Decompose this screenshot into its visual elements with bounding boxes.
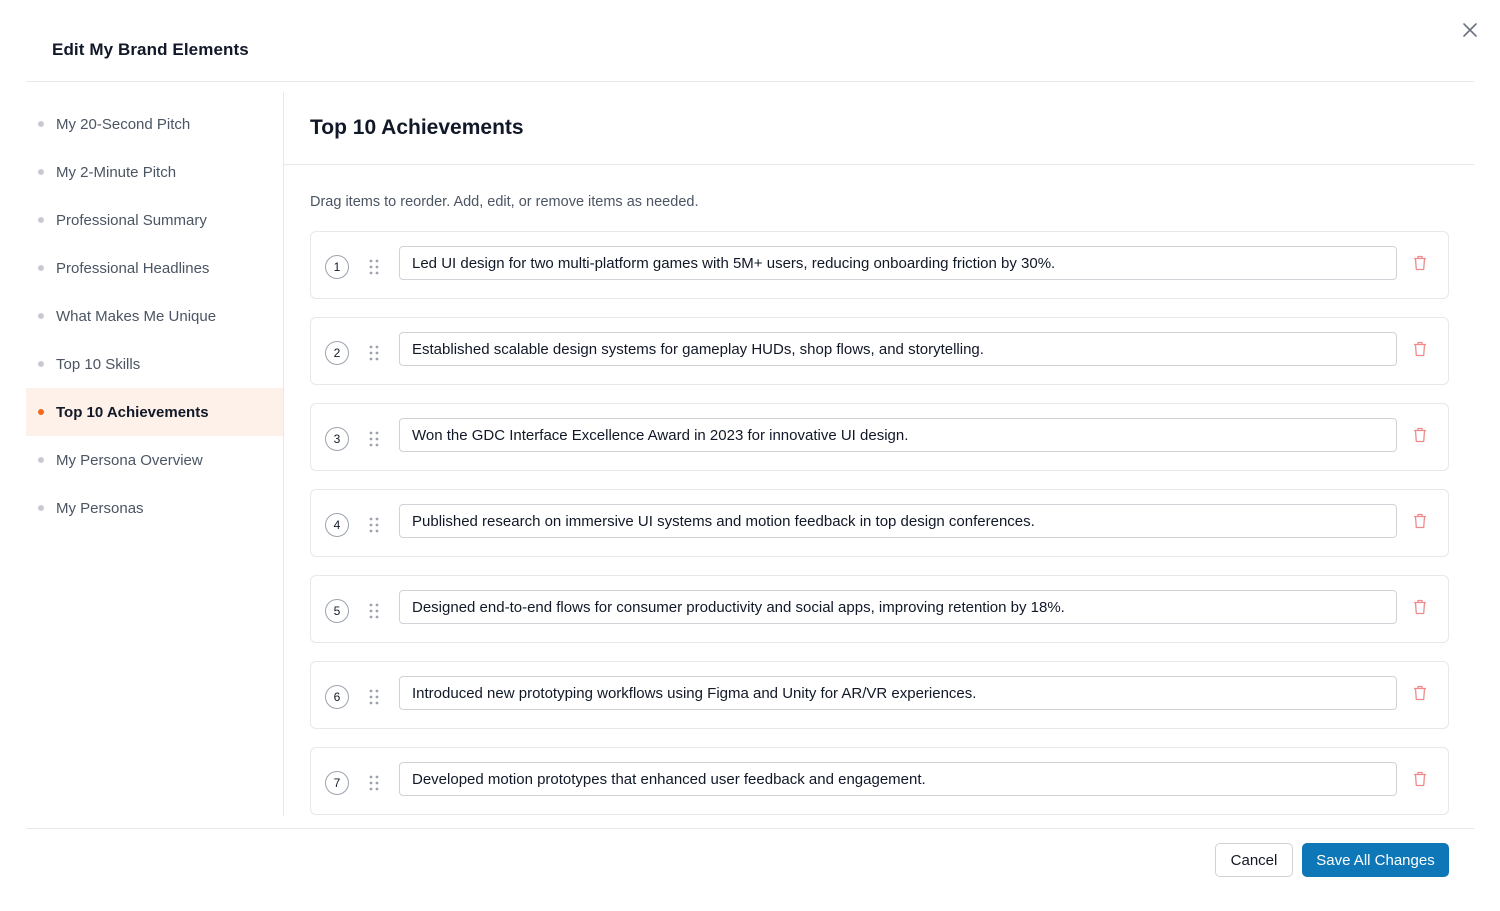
achievement-item [310, 489, 1449, 557]
sidebar-item-top-10-skills[interactable] [26, 340, 283, 388]
trash-icon [1413, 513, 1427, 529]
delete-button[interactable] [1413, 426, 1427, 444]
achievement-item [310, 747, 1449, 815]
bullet-dot [38, 457, 44, 463]
sidebar-item-2-minute-pitch[interactable] [26, 148, 283, 196]
sidebar-item-label: My 2-Minute Pitch [56, 163, 177, 181]
section-divider [284, 164, 1474, 165]
drag-handle-icon[interactable] [367, 516, 381, 534]
achievement-input[interactable] [399, 762, 1397, 796]
close-button[interactable] [1458, 18, 1482, 42]
bullet-dot [38, 409, 44, 415]
sidebar-item-label: My 20-Second Pitch [56, 115, 191, 133]
sidebar-item-label: What Makes Me Unique [56, 307, 217, 325]
achievement-list [310, 231, 1449, 833]
drag-handle-icon[interactable] [367, 430, 381, 448]
item-number-badge: 3 [325, 427, 349, 451]
save-all-changes-button[interactable]: Save All Changes [1302, 843, 1449, 877]
sidebar [26, 92, 284, 816]
achievement-item [310, 403, 1449, 471]
bullet-dot [38, 217, 44, 223]
achievement-input[interactable] [399, 676, 1397, 710]
sidebar-item-label: Top 10 Skills [56, 355, 141, 373]
delete-button[interactable] [1413, 770, 1427, 788]
sidebar-list [26, 92, 283, 532]
sidebar-item-label: My Persona Overview [56, 451, 203, 469]
sidebar-item-professional-summary[interactable] [26, 196, 283, 244]
achievement-input[interactable] [399, 418, 1397, 452]
sidebar-item-label: Top 10 Achievements [56, 403, 209, 421]
drag-handle-icon[interactable] [367, 774, 381, 792]
sidebar-item-label: Professional Summary [56, 211, 207, 229]
sidebar-item-label: Professional Headlines [56, 259, 210, 277]
sidebar-item-professional-headlines[interactable] [26, 244, 283, 292]
section-title: Top 10 Achievements [310, 116, 524, 139]
drag-handle-icon[interactable] [367, 602, 381, 620]
trash-icon [1413, 599, 1427, 615]
item-number-badge: 7 [325, 771, 349, 795]
header-divider [26, 81, 1474, 82]
item-number-badge: 4 [325, 513, 349, 537]
trash-icon [1413, 685, 1427, 701]
cancel-button[interactable]: Cancel [1215, 843, 1293, 877]
achievement-input[interactable] [399, 590, 1397, 624]
delete-button[interactable] [1413, 598, 1427, 616]
sidebar-item-label: My Personas [56, 499, 144, 517]
trash-icon [1413, 427, 1427, 443]
sidebar-item-my-personas[interactable] [26, 484, 283, 532]
achievement-item [310, 231, 1449, 299]
delete-button[interactable] [1413, 684, 1427, 702]
bullet-dot [38, 361, 44, 367]
trash-icon [1413, 341, 1427, 357]
instructions-text: Drag items to reorder. Add, edit, or remove items as needed. [310, 194, 699, 210]
achievement-item [310, 661, 1449, 729]
bullet-dot [38, 313, 44, 319]
achievement-input[interactable] [399, 332, 1397, 366]
modal-title: Edit My Brand Elements [52, 40, 249, 59]
bullet-dot [38, 505, 44, 511]
item-number-badge: 6 [325, 685, 349, 709]
achievement-input[interactable] [399, 504, 1397, 538]
item-number-badge: 2 [325, 341, 349, 365]
achievement-item [310, 575, 1449, 643]
item-number-badge: 1 [325, 255, 349, 279]
bullet-dot [38, 121, 44, 127]
delete-button[interactable] [1413, 512, 1427, 530]
drag-handle-icon[interactable] [367, 258, 381, 276]
sidebar-item-what-makes-me-unique[interactable] [26, 292, 283, 340]
bullet-dot [38, 169, 44, 175]
close-icon [1462, 22, 1478, 38]
bullet-dot [38, 265, 44, 271]
achievement-input[interactable] [399, 246, 1397, 280]
sidebar-item-20-second-pitch[interactable] [26, 100, 283, 148]
item-number-badge: 5 [325, 599, 349, 623]
trash-icon [1413, 255, 1427, 271]
drag-handle-icon[interactable] [367, 688, 381, 706]
achievement-item [310, 317, 1449, 385]
delete-button[interactable] [1413, 254, 1427, 272]
sidebar-item-top-10-achievements[interactable] [26, 388, 283, 436]
footer-divider [26, 828, 1474, 829]
trash-icon [1413, 771, 1427, 787]
delete-button[interactable] [1413, 340, 1427, 358]
sidebar-item-my-persona-overview[interactable] [26, 436, 283, 484]
drag-handle-icon[interactable] [367, 344, 381, 362]
